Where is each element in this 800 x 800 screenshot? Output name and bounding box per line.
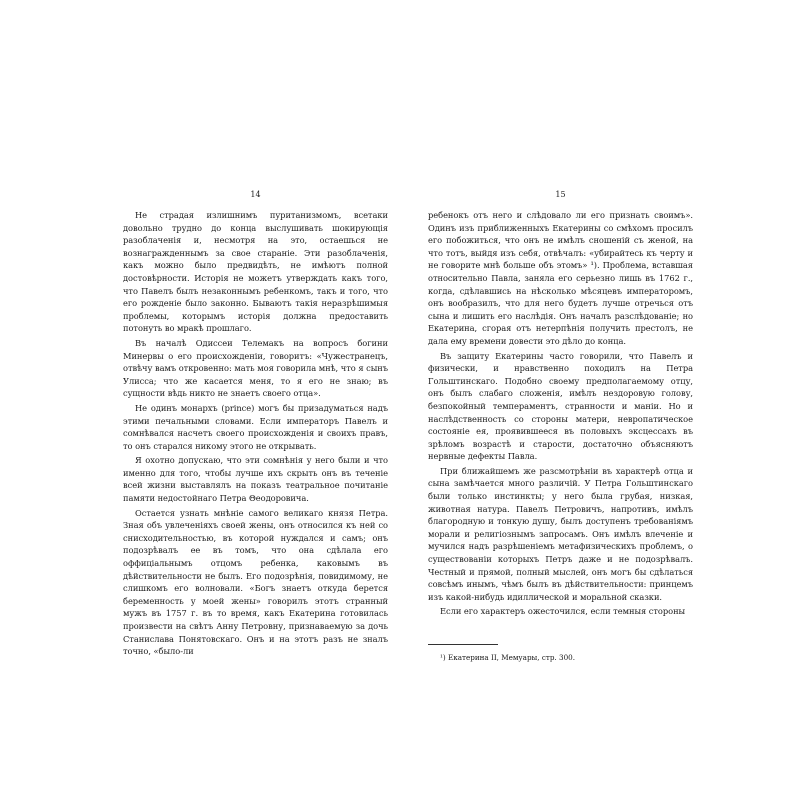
paragraph: Если его характеръ ожесточился, если темныя стороны xyxy=(440,606,686,617)
footnote-divider xyxy=(428,644,498,645)
page-number: 14 xyxy=(250,190,261,199)
paragraph: Остается узнать мнѣніе самого великаго князя Петра. Зная объ увлеченіяхъ своей жены, онъ относился къ ней со снисходительностью, въ которой нуждался и самъ; онъ подозрѣвалъ ее въ томъ, что она сдѣлала его оффиціальнымъ отцомъ ребенка, каковымъ въ дѣйствительности не былъ. Его подозрѣнія, повидимому, не слишкомъ его волновали. «Богъ знаетъ откуда берется беременность у моей жены» говорилъ этотъ странный мужъ въ 1757 г. въ то время, какъ Екатерина готовилась произвести на свѣтъ Анну Петровну, признаваемую за дочь Станислава Понятовскаго. Онъ и на этотъ разъ не зналъ точно, «было-ли xyxy=(123,507,388,657)
right-page xyxy=(428,190,693,663)
page-number: 15 xyxy=(555,190,566,199)
paragraph: ребенокъ отъ него и слѣдовало ли его признать своимъ». Одинъ изъ приближенныхъ Екатерины со смѣхомъ просилъ его побожиться, что онъ не имѣлъ сношеній съ женой, на что тотъ, выйдя изъ себя, отвѣчалъ: «убирайтесь къ черту и не говорите мнѣ больше объ этомъ» ¹). Проблема, вставшая относительно Павла, заняла его серьезно лишь въ 1762 г., когда, сдѣлавшись на нѣсколько мѣсяцевъ императоромъ, онъ вообразилъ, что для него будетъ лучше отречься отъ сына и лишить его наслѣдія. Онъ началъ разслѣдованіе; но Екатерина, сгорая отъ нетерпѣнія получить престолъ, не дала ему времени довести это дѣло до конца. xyxy=(428,210,693,346)
paragraph: Не страдая излишнимъ пуританизмомъ, всетаки довольно трудно до конца выслушивать шокирующія разоблаченія и, несмотря на это, остаешься не вознагражденнымъ за свое стараніе. Эти разоблаченія, какъ можно было предвидѣть, не имѣютъ полной достовѣрности. Исторія не можетъ утверждать какъ того, что Павелъ былъ незаконнымъ ребенкомъ, такъ и того, что его рожденіе было законно. Бываютъ такія неразрѣшимыя проблемы, которымъ исторія должна предоставить потонуть во мракѣ прошлаго. xyxy=(123,210,388,334)
paragraph: Въ защиту Екатерины часто говорили, что Павелъ и физически, и нравственно походилъ на Петра Гольштинскаго. Подобно своему предполагаемому отцу, онъ былъ слабаго сложенія, имѣлъ нездоровую голову, безпокойный темпераментъ, странности и маніи. Но и наслѣдственность со стороны матери, невропатическое состояніе ея, проявившееся въ половыхъ эксцессахъ въ зрѣломъ возрастѣ и старости, достаточно объясняютъ нервные дефекты Павла. xyxy=(428,350,693,462)
paragraph: Въ началѣ Одиссеи Телемакъ на вопросъ богини Минервы о его происхожденіи, говоритъ: «Чужестранецъ, отвѣчу вамъ откровенно: мать моя говорила мнѣ, что я сынъ Улисса; что же касается меня, то я его не знаю; въ сущности вѣдь никто не знаетъ своего отца». xyxy=(123,337,388,399)
footnote: ¹) Екатерина II, Мемуары, стр. 300. xyxy=(440,653,576,662)
paragraph: При ближайшемъ же разсмотрѣніи въ характерѣ отца и сына замѣчается много различій. У Петра Гольштинскаго были только инстинкты; у него была грубая, низкая, животная натура. Павелъ Петровичъ, напротивъ, имѣлъ благородную и тонкую душу, былъ доступенъ требованіямъ морали и религіознымъ запросамъ. Онъ имѣлъ влеченіе и мучился надъ разрѣшеніемъ метафизическихъ проблемъ, о существованіи которыхъ Петръ даже и не подозрѣвалъ. Честный и прямой, полный мыслей, онъ могъ бы сдѣлаться совсѣмъ инымъ, чѣмъ былъ въ дѣйствительности: принцемъ изъ какой-нибудь идиллической и моральной сказки. xyxy=(428,465,693,602)
left-page xyxy=(123,190,388,658)
paragraph: Я охотно допускаю, что эти сомнѣнія у него были и что именно для того, чтобы лучше ихъ скрыть онъ въ теченіе всей жизни выставлялъ на показъ театральное почитаніе памяти недостойнаго Петра Θеодоровича. xyxy=(123,455,388,504)
paragraph: Не одинъ монархъ (prince) могъ бы призадуматься надъ этими печальными словами. Если императоръ Павелъ и сомнѣвался насчетъ своего происхожденія и своихъ правъ, то онъ старался никому этого не открывать. xyxy=(123,402,388,451)
